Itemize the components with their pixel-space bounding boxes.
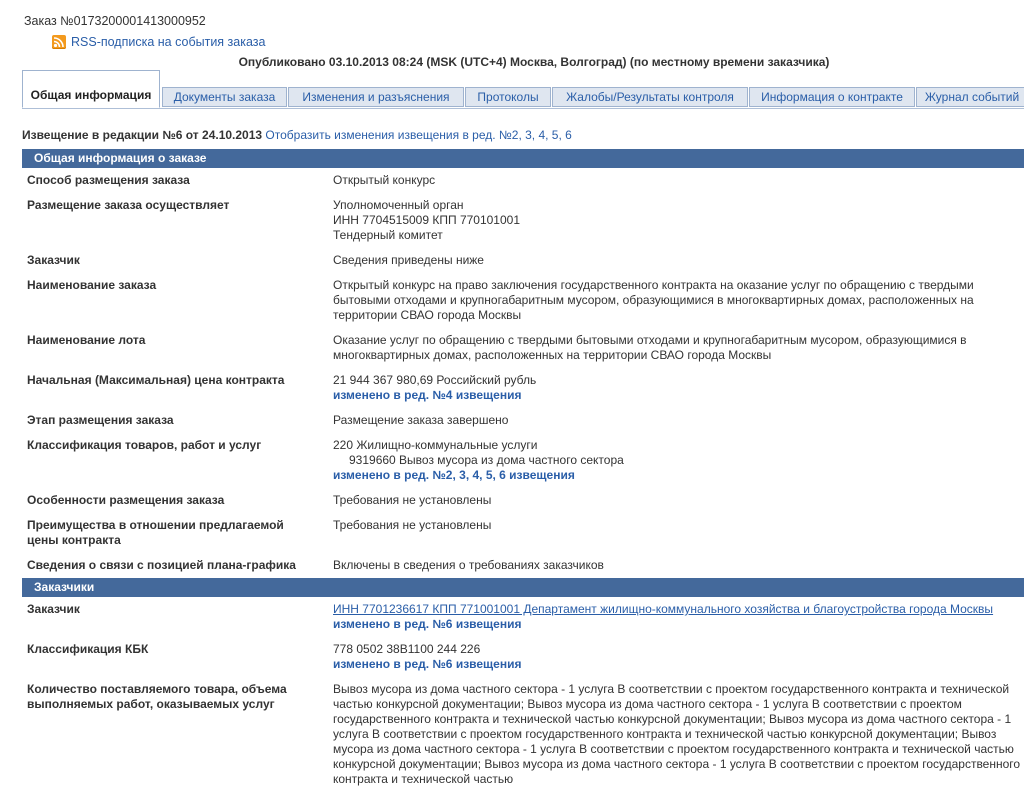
order-name-label: Наименование заказа — [27, 278, 157, 292]
section-customers-header: Заказчики — [22, 578, 1024, 597]
order-name-value: Открытый конкурс на право заключения государственного контракта на оказание услуг по обращению с твердыми бытовыми отходами и крупногабаритным мусором, образующимися в многоквартирных домах, расположенных на территории СВАО города Москвы — [333, 278, 974, 322]
tab-protocols[interactable]: Протоколы — [465, 87, 551, 107]
advantages-value: Требования не установлены — [333, 518, 492, 532]
classification-line-1: 220 Жилищно-коммунальные услуги — [333, 438, 538, 452]
method-label: Способ размещения заказа — [27, 173, 190, 187]
quantity-label: Количество поставляемого товара, объема выполняемых работ, оказываемых услуг — [27, 682, 287, 711]
placer-label: Размещение заказа осуществляет — [27, 198, 230, 212]
tab-bar-divider — [22, 108, 1024, 109]
stage-value: Размещение заказа завершено — [333, 413, 509, 427]
tab-event-log[interactable]: Журнал событий — [916, 87, 1024, 107]
placer-line-1: Уполномоченный орган — [333, 198, 464, 212]
customer-value: Сведения приведены ниже — [333, 253, 484, 267]
rss-link[interactable]: RSS-подписка на события заказа — [71, 35, 266, 49]
edition-info — [22, 128, 572, 142]
kbk-change-link[interactable]: изменено в ред. №6 извещения — [333, 657, 522, 671]
customer-link[interactable]: ИНН 7701236617 КПП 771001001 Департамент жилищно-коммунального хозяйства и благоустройства города Москвы — [333, 602, 994, 616]
rss-icon[interactable] — [52, 35, 66, 49]
tab-changes[interactable]: Изменения и разъяснения — [288, 87, 464, 107]
advantages-label: Преимущества в отношении предлагаемой цены контракта — [27, 518, 284, 547]
kbk-value — [333, 642, 1023, 672]
price-amount: 21 944 367 980,69 Российский рубль — [333, 373, 537, 387]
customer-label: Заказчик — [27, 253, 80, 267]
classification-value — [333, 438, 1023, 483]
kbk-code: 778 0502 38В1100 244 226 — [333, 642, 481, 656]
placer-value — [333, 198, 1023, 243]
customers-customer-value — [333, 602, 1023, 632]
price-change-link[interactable]: изменено в ред. №4 извещения — [333, 388, 522, 402]
quantity-value: Вывоз мусора из дома частного сектора - 1 услуга В соответствии с проектом государственного контракта и технической частью конкурсной документации; Вывоз мусора из дома частного сектора - 1 услуга В соответствии с проектом государственного контракта и технической частью конкурсной документации; Вывоз мусора из дома частного сектора - 1 услуга В соответствии с проектом государственного контракта и технической частью конкурсной документации; Вывоз мусора из дома частного сектора - 1 услуга В соответствии с проектом государственного контракта и технической частью конкурсной документации; Вывоз мусора из дома частного сектора - 1 услуга В соответствии с проектом государственного контракта и технической частью — [333, 682, 1021, 786]
classification-label: Классификация товаров, работ и услуг — [27, 438, 262, 452]
plan-label: Сведения о связи с позицией плана-графика — [27, 558, 296, 572]
kbk-label: Классификация КБК — [27, 642, 149, 656]
edition-title: Извещение в редакции №6 от 24.10.2013 — [22, 128, 263, 142]
placer-line-2: ИНН 7704515009 КПП 770101001 — [333, 213, 521, 227]
tab-bar — [22, 70, 1024, 108]
plan-value: Включены в сведения о требованиях заказчиков — [333, 558, 604, 572]
tab-general-info[interactable]: Общая информация — [22, 70, 160, 108]
lot-name-value: Оказание услуг по обращению с твердыми бытовыми отходами и крупногабаритным мусором, образующимися в многоквартирных домах, расположенных на территории СВАО города Москвы — [333, 333, 967, 362]
order-number: Заказ №0173200001413000952 — [24, 14, 206, 28]
edition-changes-link[interactable]: Отобразить изменения извещения в ред. №2, 3, 4, 5, 6 — [265, 128, 572, 142]
stage-label: Этап размещения заказа — [27, 413, 174, 427]
classification-line-2: 9319660 Вывоз мусора из дома частного сектора — [349, 453, 624, 467]
published-date: Опубликовано 03.10.2013 08:24 (MSK (UTC+4) Москва, Волгоград) (по местному времени заказчика) — [238, 55, 830, 69]
classification-change-link[interactable]: изменено в ред. №2, 3, 4, 5, 6 извещения — [333, 468, 575, 482]
features-value: Требования не установлены — [333, 493, 492, 507]
rss-subscription[interactable] — [52, 35, 265, 49]
tab-contract-info[interactable]: Информация о контракте — [749, 87, 915, 107]
tab-order-documents[interactable]: Документы заказа — [162, 87, 287, 107]
lot-name-label: Наименование лота — [27, 333, 146, 347]
price-label: Начальная (Максимальная) цена контракта — [27, 373, 285, 387]
tab-complaints[interactable]: Жалобы/Результаты контроля — [552, 87, 748, 107]
placer-line-3: Тендерный комитет — [333, 228, 443, 242]
customers-customer-label: Заказчик — [27, 602, 80, 616]
features-label: Особенности размещения заказа — [27, 493, 225, 507]
customer-change-link[interactable]: изменено в ред. №6 извещения — [333, 617, 522, 631]
method-value: Открытый конкурс — [333, 173, 436, 187]
price-value — [333, 373, 1023, 403]
section-general-header: Общая информация о заказе — [22, 149, 1024, 168]
